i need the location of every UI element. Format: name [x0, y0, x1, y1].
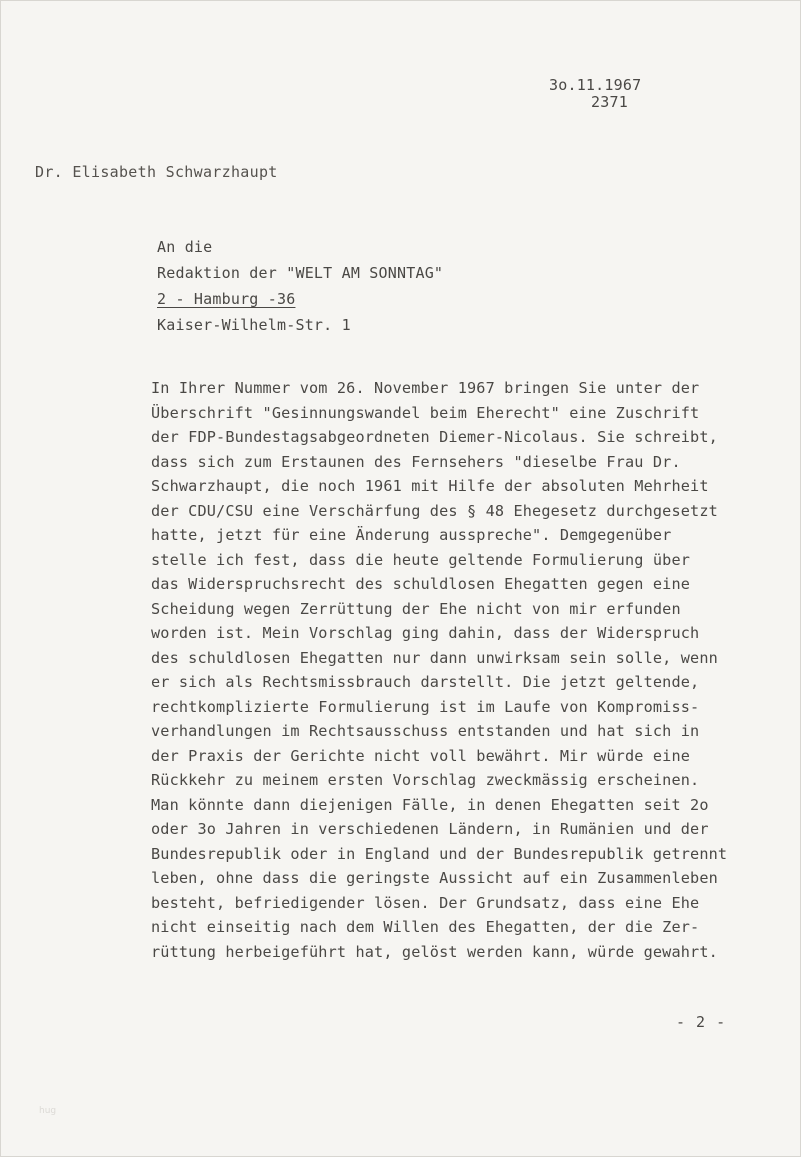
page-continuation-marker: - 2 - — [676, 1013, 727, 1031]
body-line: Scheidung wegen Zerrüttung der Ehe nicht von mir erfunden — [151, 599, 681, 618]
address-line-city: 2 - Hamburg -36 — [157, 290, 296, 308]
body-line: er sich als Rechtsmissbrauch darstellt. Die jetzt geltende, — [151, 673, 700, 691]
body-line: Überschrift "Gesinnungswandel beim Eherecht" eine Zuschrift — [151, 403, 700, 422]
body-line: leben, ohne dass die geringste Aussicht auf ein Zusammenleben — [151, 869, 718, 887]
reference-number: 2371 — [591, 93, 628, 111]
letter-date: 3o.11.1967 — [549, 76, 642, 94]
body-line: stelle ich fest, dass die heute geltende Formulierung über — [151, 550, 691, 569]
body-line: nicht einseitig nach dem Willen des Ehegatten, der die Zer- — [151, 918, 700, 936]
address-line: Redaktion der "WELT AM SONNTAG" — [157, 264, 444, 282]
body-line: verhandlungen im Rechtsausschuss entstanden und hat sich in — [151, 722, 700, 740]
body-line: Man könnte dann diejenigen Fälle, in denen Ehegatten seit 2o — [151, 795, 709, 814]
address-line: An die — [157, 238, 213, 256]
body-line: Bundesrepublik oder in England und der Bundesrepublik getrennt — [151, 844, 728, 863]
body-line: hatte, jetzt für eine Änderung ausspreche". Demgegenüber — [151, 526, 672, 544]
sender-name: Dr. Elisabeth Schwarzhaupt — [35, 163, 278, 181]
body-line: der FDP-Bundestagsabgeordneten Diemer-Nicolaus. Sie schreibt, — [151, 428, 718, 446]
body-line: rüttung herbeigeführt hat, gelöst werden kann, würde gewahrt. — [151, 942, 718, 961]
letter-body — [151, 376, 791, 964]
body-line: das Widerspruchsrecht des schuldlosen Ehegatten gegen eine — [151, 575, 691, 593]
body-line: besteht, befriedigender lösen. Der Grundsatz, dass eine Ehe — [151, 893, 700, 912]
body-line: des schuldlosen Ehegatten nur dann unwirksam sein solle, wenn — [151, 648, 718, 667]
body-line: oder 3o Jahren in verschiedenen Ländern, in Rumänien und der — [151, 820, 709, 838]
body-line: In Ihrer Nummer vom 26. November 1967 bringen Sie unter der — [151, 379, 700, 397]
recipient-address — [157, 234, 443, 338]
address-line: Kaiser-Wilhelm-Str. 1 — [157, 316, 351, 334]
archive-stamp: hug — [39, 1106, 57, 1116]
body-line: Rückkehr zu meinem ersten Vorschlag zweckmässig erscheinen. — [151, 771, 700, 789]
body-line: worden ist. Mein Vorschlag ging dahin, dass der Widerspruch — [151, 624, 700, 642]
body-line: Schwarzhaupt, die noch 1961 mit Hilfe der absoluten Mehrheit — [151, 477, 709, 495]
body-line: der CDU/CSU eine Verschärfung des § 48 Ehegesetz durchgesetzt — [151, 501, 718, 520]
body-line: rechtkomplizierte Formulierung ist im Laufe von Kompromiss- — [151, 697, 700, 716]
date-block — [549, 77, 689, 111]
body-line: dass sich zum Erstaunen des Fernsehers "dieselbe Frau Dr. — [151, 452, 681, 471]
body-line: der Praxis der Gerichte nicht voll bewährt. Mir würde eine — [151, 746, 691, 765]
